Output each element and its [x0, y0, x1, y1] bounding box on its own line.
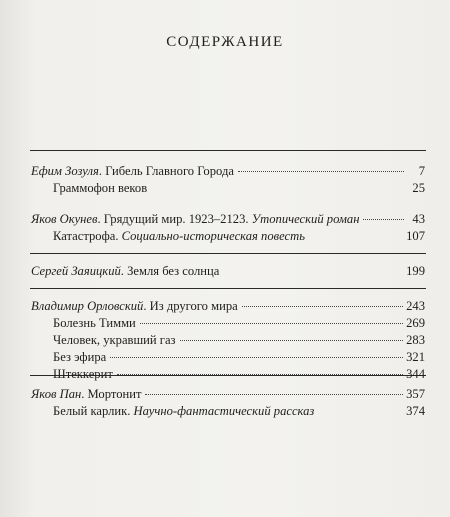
toc-entry-title — [53, 316, 136, 331]
toc-entry[interactable] — [31, 299, 425, 317]
toc-entry[interactable] — [53, 367, 425, 385]
toc-entry-title — [53, 367, 113, 382]
toc-entry-page: 357 — [406, 387, 425, 401]
toc-entry-author: Сергей Заяицкий — [31, 264, 121, 278]
toc-entry-title — [53, 229, 305, 244]
toc-entry-work: Белый карлик. — [53, 404, 134, 418]
toc-entry-author: Ефим Зозуля — [31, 164, 99, 178]
leader-dots — [363, 219, 404, 220]
toc-entry-title — [31, 164, 234, 179]
toc-entry-page: 283 — [406, 333, 425, 347]
leader-dots — [140, 323, 403, 324]
toc-entry-genre: Научно-фантастический рассказ — [133, 404, 315, 418]
toc-entry[interactable] — [53, 181, 425, 199]
toc-entry-work: Человек, укравший газ — [53, 333, 176, 347]
toc-entry-title — [31, 264, 219, 279]
toc-entry[interactable] — [53, 316, 425, 334]
toc-entry-work: . Грядущий мир. 1923–2123. — [97, 212, 252, 226]
toc-entry-title — [53, 181, 147, 196]
page-title: СОДЕРЖАНИЕ — [166, 34, 284, 50]
toc-entry-work: Штеккерит — [53, 367, 113, 381]
leader-dots — [117, 374, 403, 375]
toc-entry[interactable] — [31, 164, 425, 182]
toc-entry-author: Яков Пан — [31, 387, 82, 401]
toc-entry-work: Болезнь Тимми — [53, 316, 136, 330]
toc-entry[interactable] — [53, 404, 425, 422]
toc-entry-author: Владимир Орловский — [31, 299, 144, 313]
section-divider — [30, 253, 426, 254]
toc-entry-author: Яков Окунев — [31, 212, 98, 226]
toc-entry-work: . Земля без солнца — [120, 264, 220, 278]
section-divider — [30, 150, 426, 151]
leader-dots — [242, 306, 403, 307]
toc-entry-title — [53, 333, 176, 348]
leader-dots — [238, 171, 404, 172]
toc-entry-page: 199 — [406, 264, 425, 278]
toc-entry-page: 344 — [406, 367, 425, 381]
leader-dots — [110, 357, 403, 358]
toc-entry[interactable] — [53, 350, 425, 368]
toc-entry[interactable] — [53, 229, 425, 247]
toc-entry-title — [53, 350, 106, 365]
toc-entry[interactable] — [31, 264, 425, 282]
toc-entry-work: . Мортонит — [81, 387, 142, 401]
leader-dots — [145, 394, 403, 395]
toc-entry-work: Без эфира — [53, 350, 107, 364]
toc-entry-page: 43 — [412, 212, 425, 226]
toc-entry-page: 7 — [418, 164, 425, 178]
toc-entry-page: 243 — [406, 299, 425, 313]
toc-entry-title — [31, 299, 238, 314]
leader-dots — [180, 340, 404, 341]
toc-entry-title — [31, 212, 359, 227]
toc-entry-genre: Социально-историческая повесть — [121, 229, 305, 243]
toc-entry-title — [53, 404, 314, 419]
toc-entry-title — [31, 387, 141, 402]
section-divider — [30, 288, 426, 289]
toc-entry-work: . Из другого мира — [143, 299, 238, 313]
toc-entry-work: . Гибель Главного Города — [98, 164, 234, 178]
toc-entry-page: 321 — [406, 350, 425, 364]
toc-entry[interactable] — [31, 387, 425, 405]
toc-entry-page: 107 — [406, 229, 425, 243]
toc-entry-work: Катастрофа. — [53, 229, 122, 243]
toc-entry-page: 269 — [406, 316, 425, 330]
toc-entry[interactable] — [31, 212, 425, 230]
toc-entry-work: Граммофон веков — [53, 181, 148, 195]
toc-entry-page: 374 — [406, 404, 425, 418]
toc-entry[interactable] — [53, 333, 425, 351]
toc-entry-page: 25 — [412, 181, 425, 195]
toc-entry-genre: Утопический роман — [251, 212, 360, 226]
